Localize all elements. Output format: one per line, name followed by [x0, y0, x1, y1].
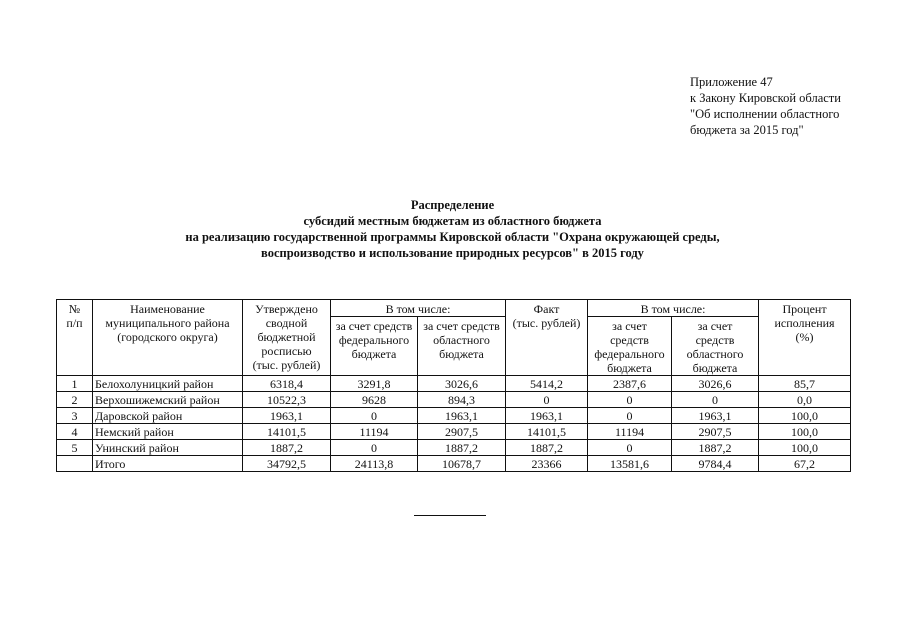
header-fed-fact: за счет средств федерального бюджета — [588, 317, 672, 376]
appendix-line: бюджета за 2015 год" — [690, 123, 804, 137]
cell-num: 5 — [57, 440, 93, 456]
cell-reg-fact: 1963,1 — [672, 408, 759, 424]
cell-approved: 34792,5 — [243, 456, 331, 472]
header-percent: Процент исполнения (%) — [759, 300, 851, 376]
title-line: Распределение — [410, 198, 495, 212]
cell-reg-fact: 0 — [672, 392, 759, 408]
cell-fed-approved: 24113,8 — [331, 456, 418, 472]
cell-percent: 85,7 — [759, 376, 851, 392]
cell-name: Белохолуницкий район — [93, 376, 243, 392]
cell-name: Верхошижемский район — [93, 392, 243, 408]
appendix-line: Приложение 47 — [690, 75, 773, 89]
cell-fed-approved: 0 — [331, 408, 418, 424]
table-row — [57, 376, 851, 392]
cell-reg-approved: 894,3 — [418, 392, 506, 408]
header-fed-approved: за счет средств федерального бюджета — [331, 317, 418, 376]
cell-fed-fact: 2387,6 — [588, 376, 672, 392]
cell-fact: 23366 — [506, 456, 588, 472]
header-reg-fact: за счет средств областного бюджета — [672, 317, 759, 376]
title-line: на реализацию государственной программы Кировской области "Охрана окружающей среды, — [185, 230, 720, 244]
header-incl-fact: В том числе: — [588, 300, 759, 317]
cell-reg-fact: 1887,2 — [672, 440, 759, 456]
cell-fed-fact: 13581,6 — [588, 456, 672, 472]
table-row — [57, 392, 851, 408]
cell-reg-fact: 2907,5 — [672, 424, 759, 440]
separator-line — [414, 515, 486, 516]
cell-reg-approved: 1963,1 — [418, 408, 506, 424]
cell-fed-approved: 9628 — [331, 392, 418, 408]
cell-fed-fact: 0 — [588, 440, 672, 456]
cell-fed-fact: 0 — [588, 392, 672, 408]
cell-fact: 14101,5 — [506, 424, 588, 440]
cell-num — [57, 456, 93, 472]
cell-fed-approved: 0 — [331, 440, 418, 456]
title-line: воспроизводство и использование природных ресурсов" в 2015 году — [261, 246, 644, 260]
appendix-reference — [690, 74, 841, 138]
subsidy-distribution-table — [56, 299, 851, 472]
header-approved: Утверждено сводной бюджетной росписью (тыс. рублей) — [243, 300, 331, 376]
cell-reg-fact: 3026,6 — [672, 376, 759, 392]
header-num: № п/п — [57, 300, 93, 376]
cell-name: Немский район — [93, 424, 243, 440]
cell-fact: 0 — [506, 392, 588, 408]
cell-approved: 10522,3 — [243, 392, 331, 408]
cell-approved: 1963,1 — [243, 408, 331, 424]
document-title — [0, 197, 905, 261]
cell-approved: 14101,5 — [243, 424, 331, 440]
cell-num: 2 — [57, 392, 93, 408]
cell-approved: 6318,4 — [243, 376, 331, 392]
cell-approved: 1887,2 — [243, 440, 331, 456]
cell-reg-approved: 10678,7 — [418, 456, 506, 472]
table-row — [57, 440, 851, 456]
cell-fed-approved: 3291,8 — [331, 376, 418, 392]
cell-name: Унинский район — [93, 440, 243, 456]
title-line: субсидий местным бюджетам из областного бюджета — [303, 214, 602, 228]
cell-percent: 100,0 — [759, 408, 851, 424]
cell-reg-approved: 2907,5 — [418, 424, 506, 440]
cell-num: 3 — [57, 408, 93, 424]
cell-fed-fact: 0 — [588, 408, 672, 424]
cell-percent: 100,0 — [759, 424, 851, 440]
cell-name: Итого — [93, 456, 243, 472]
cell-fact: 1887,2 — [506, 440, 588, 456]
cell-percent: 67,2 — [759, 456, 851, 472]
cell-num: 4 — [57, 424, 93, 440]
table-row — [57, 424, 851, 440]
table-row — [57, 408, 851, 424]
cell-fed-fact: 11194 — [588, 424, 672, 440]
cell-reg-fact: 9784,4 — [672, 456, 759, 472]
cell-reg-approved: 3026,6 — [418, 376, 506, 392]
cell-percent: 100,0 — [759, 440, 851, 456]
appendix-line: "Об исполнении областного — [690, 107, 840, 121]
header-name: Наименование муниципального района (городского округа) — [93, 300, 243, 376]
total-row — [57, 456, 851, 472]
cell-fed-approved: 11194 — [331, 424, 418, 440]
cell-reg-approved: 1887,2 — [418, 440, 506, 456]
cell-num: 1 — [57, 376, 93, 392]
cell-fact: 1963,1 — [506, 408, 588, 424]
cell-fact: 5414,2 — [506, 376, 588, 392]
cell-name: Даровской район — [93, 408, 243, 424]
header-incl-approved: В том числе: — [331, 300, 506, 317]
appendix-line: к Закону Кировской области — [690, 91, 841, 105]
header-reg-approved: за счет средств областного бюджета — [418, 317, 506, 376]
cell-percent: 0,0 — [759, 392, 851, 408]
header-fact: Факт (тыс. рублей) — [506, 300, 588, 376]
